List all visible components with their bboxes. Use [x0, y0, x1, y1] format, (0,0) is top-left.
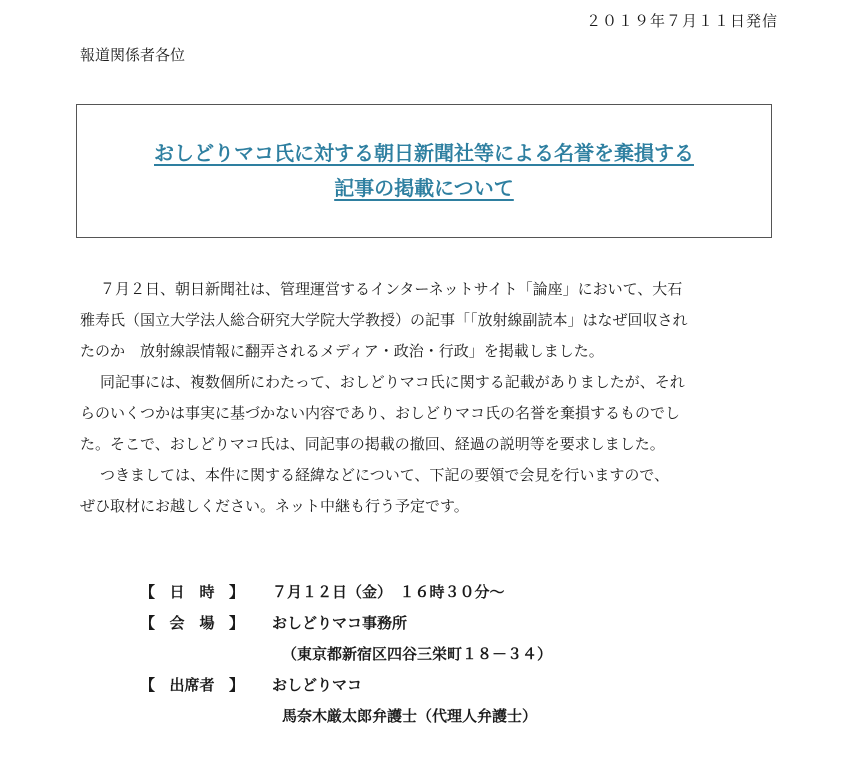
detail-value-attendee-1: おしどりマコ	[272, 676, 363, 694]
body-text	[80, 274, 770, 522]
detail-label-attendees: 【 出席者 】	[140, 676, 244, 694]
body-line: ぜひ取材にお越しください。ネット中継も行う予定です。	[80, 497, 469, 515]
body-line: た。そこで、おしどりマコ氏は、同記事の掲載の撤回、経過の説明等を要求しました。	[80, 435, 665, 453]
detail-row-datetime	[140, 577, 552, 608]
body-line: たのか 放射線誤情報に翻弄されるメディア・政治・行政」を掲載しました。	[80, 342, 604, 360]
detail-venue-address: （東京都新宿区四谷三栄町１８－３４）	[282, 645, 553, 663]
detail-label-datetime: 【 日 時 】	[140, 583, 244, 601]
body-line: 同記事には、複数個所にわたって、おしどりマコ氏に関する記載がありましたが、それ	[100, 373, 685, 391]
body-line: ７月２日、朝日新聞社は、管理運営するインターネットサイト「論座」において、大石	[100, 280, 683, 298]
body-line: つきましては、本件に関する経緯などについて、下記の要領で会見を行いますので、	[100, 466, 670, 484]
detail-row-venue	[140, 608, 552, 639]
issue-date: ２０１９年７月１１日発信	[585, 12, 778, 30]
body-line: らのいくつかは事実に基づかない内容であり、おしどりマコ氏の名誉を棄損するものでし	[80, 404, 681, 422]
detail-label-venue: 【 会 場 】	[140, 614, 244, 632]
title-line-1: おしどりマコ氏に対する朝日新聞社等による名誉を棄損する	[154, 141, 694, 165]
recipient-line: 報道関係者各位	[80, 46, 186, 64]
title-box	[76, 104, 772, 238]
body-line: 雅寿氏（国立大学法人総合研究大学院大学教授）の記事「「放射線副読本」はなぜ回収され	[80, 311, 688, 329]
detail-row-attendees	[140, 670, 552, 701]
detail-value-venue: おしどりマコ事務所	[272, 614, 408, 632]
detail-value-datetime: ７月１２日（金） １６時３０分～	[272, 583, 505, 601]
event-details	[140, 577, 552, 732]
detail-value-attendee-2: 馬奈木厳太郎弁護士（代理人弁護士）	[282, 707, 538, 725]
title-line-2: 記事の掲載について	[334, 176, 514, 200]
